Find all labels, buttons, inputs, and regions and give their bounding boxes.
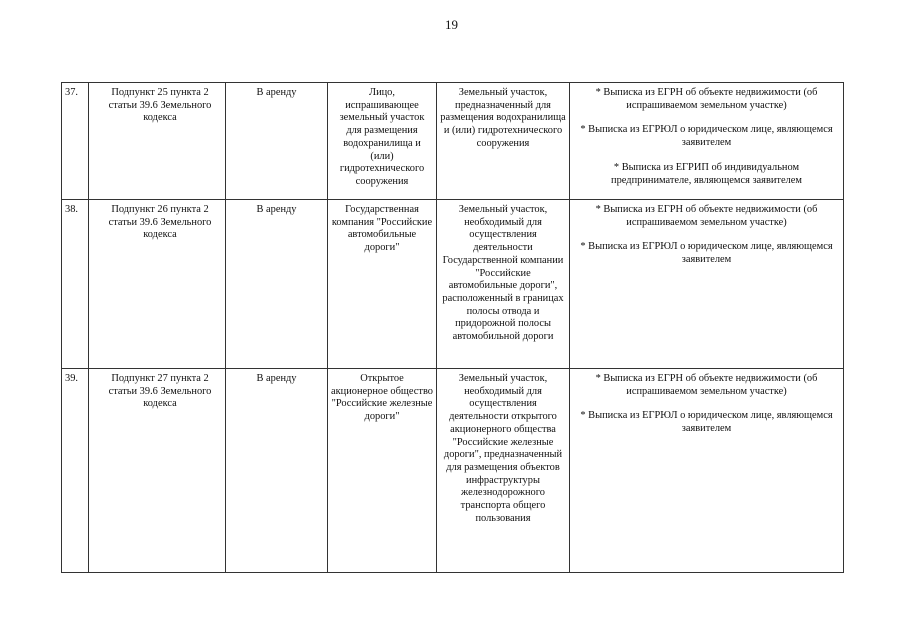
table-row [62,369,844,573]
row-number: 38. [62,200,89,369]
right-type-cell: В аренду [226,83,328,200]
document-item: * Выписка из ЕГРН об объекте недвижимости (об испрашиваемом земельном участке) [595,373,818,397]
applicant-cell: Открытое акционерное общество "Российские железные дороги" [328,369,437,573]
legal-basis-text: Подпункт 27 пункта 2 статьи 39.6 Земельного кодекса [108,373,212,410]
land-plot-cell: Земельный участок, необходимый для осуществления деятельности Государственной компании "Российские автомобильные дороги", расположенный в границах полосы отвода и придорожной полосы автомобильной дороги [437,200,570,369]
document-item: * Выписка из ЕГРЮЛ о юридическом лице, являющемся заявителем [580,241,833,266]
land-plot-cell: Земельный участок, предназначенный для размещения водохранилища и (или) гидротехнического сооружения [437,83,570,200]
table-row [62,83,844,200]
legal-basis-text: Подпункт 26 пункта 2 статьи 39.6 Земельного кодекса [108,204,212,241]
document-item: * Выписка из ЕГРЮЛ о юридическом лице, являющемся заявителем [580,124,833,149]
table-row [62,200,844,369]
right-type-cell: В аренду [226,200,328,369]
row-number: 39. [62,369,89,573]
document-item: * Выписка из ЕГРЮЛ о юридическом лице, являющемся заявителем [580,410,833,435]
land-plot-cell: Земельный участок, необходимый для осуществления деятельности открытого акционерного общества "Российские железные дороги", предназначенный для размещения объектов инфраструктуры железнодорожного транспорта общего пользования [437,369,570,573]
document-item: * Выписка из ЕГРИП об индивидуальном предпринимателе, являющемся заявителем [611,161,802,186]
legal-basis-cell [89,200,226,369]
applicant-cell: Лицо, испрашивающее земельный участок для размещения водохранилища и (или) гидротехнического сооружения [328,83,437,200]
document-item: * Выписка из ЕГРН об объекте недвижимости (об испрашиваемом земельном участке) [595,204,818,228]
documents-cell [570,83,844,200]
applicant-cell: Государственная компания "Российские автомобильные дороги" [328,200,437,369]
right-type-cell: В аренду [226,369,328,573]
legal-basis-text: Подпункт 25 пункта 2 статьи 39.6 Земельного кодекса [108,87,212,124]
row-number: 37. [62,83,89,200]
document-item: * Выписка из ЕГРН об объекте недвижимости (об испрашиваемом земельном участке) [595,87,818,111]
page-number: 19 [445,17,458,32]
land-procedures-table [61,82,844,573]
documents-cell [570,369,844,573]
legal-basis-cell [89,83,226,200]
documents-cell [570,200,844,369]
legal-basis-cell [89,369,226,573]
